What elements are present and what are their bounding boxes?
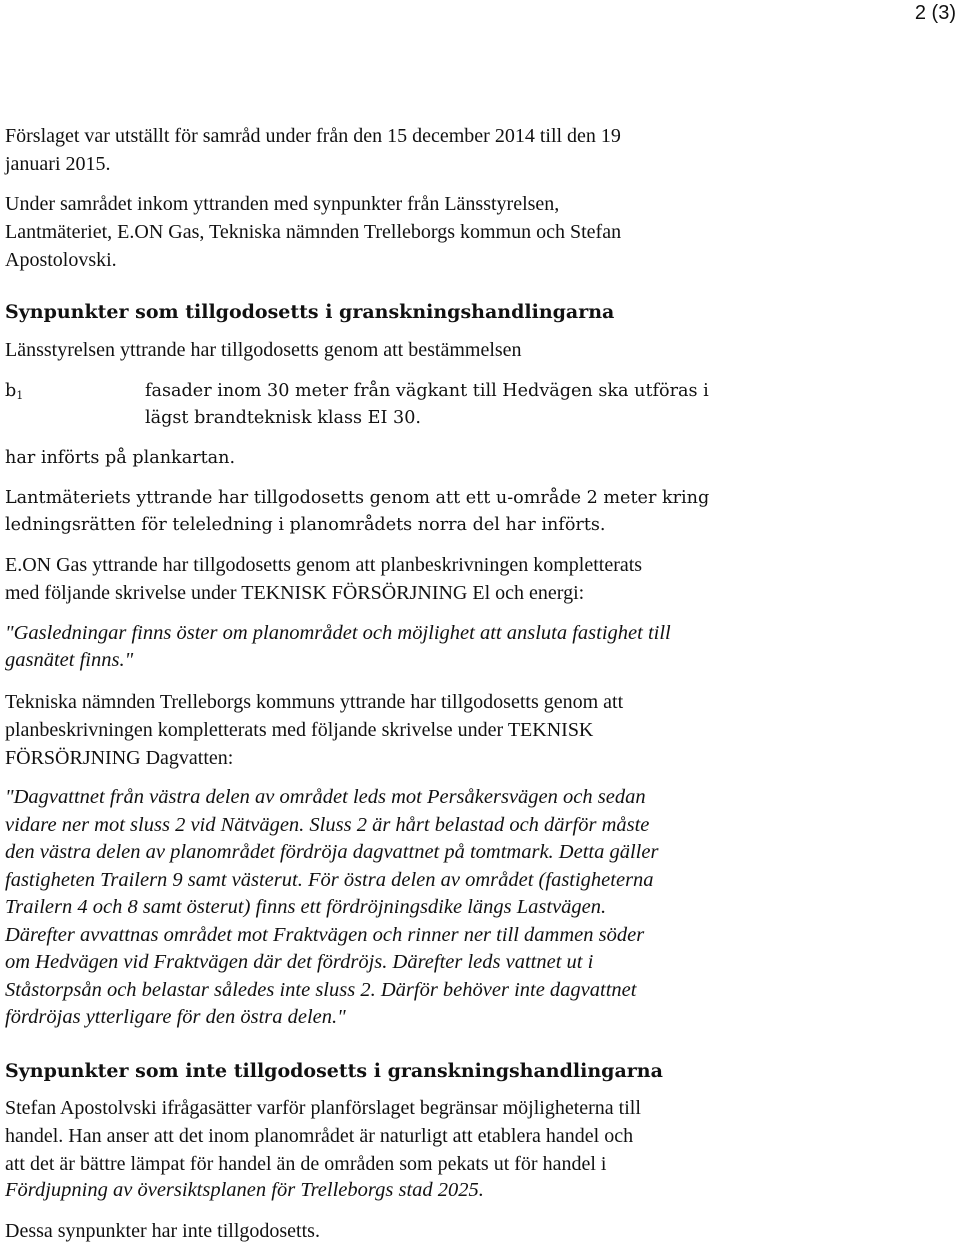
section-heading-inte-tillgodosetts: Synpunkter som inte tillgodosetts i granskningshandlingarna bbox=[5, 1060, 663, 1082]
apostolvski-line-3: att det är bättre lämpat för handel än de områden som pekats ut för handel i bbox=[5, 1153, 607, 1175]
dagvatten-quote-line: Därefter avvattnas området mot Fraktvägen och rinner ner till dammen söder bbox=[5, 923, 645, 946]
provision-text-line-1: fasader inom 30 meter från vägkant till Hedvägen ska utföras i bbox=[145, 381, 709, 401]
eon-line-1: E.ON Gas yttrande har tillgodosetts genom att planbeskrivningen kompletterats bbox=[5, 554, 643, 576]
conclusion-line: Dessa synpunkter har inte tillgodosetts. bbox=[5, 1220, 320, 1242]
section-heading-tillgodosetts: Synpunkter som tillgodosetts i granskningshandlingarna bbox=[5, 301, 615, 323]
intro-line-5: Apostolovski. bbox=[5, 249, 117, 271]
provision-code-letter: b bbox=[5, 381, 17, 401]
dagvatten-quote-line: "Dagvattnet från västra delen av området leds mot Persåkersvägen och sedan bbox=[5, 786, 646, 808]
page-number: 2 (3) bbox=[914, 2, 956, 24]
intro-line-3: Under samrådet inkom yttranden med synpunkter från Länsstyrelsen, bbox=[5, 193, 560, 215]
dagvatten-quote-line: fastigheten Trailern 9 samt västerut. För östra delen av området (fastigheterna bbox=[5, 868, 654, 891]
provision-text-line-2: lägst brandteknisk klass EI 30. bbox=[145, 408, 422, 428]
dagvatten-quote bbox=[5, 784, 658, 1032]
plankartan-line: har införts på plankartan. bbox=[5, 448, 236, 468]
tekniska-line-1: Tekniska nämnden Trelleborgs kommuns yttrande har tillgodosetts genom att bbox=[5, 691, 624, 713]
dagvatten-quote-line: den västra delen av planområdet fördröja dagvattnet på tomtmark. Detta gäller bbox=[5, 841, 659, 863]
dagvatten-quote-line: om Hedvägen vid Fraktvägen där det fördröjs. Därefter leds vattnet ut i bbox=[5, 951, 594, 973]
intro-line-4: Lantmäteriet, E.ON Gas, Tekniska nämnden Trelleborgs kommun och Stefan bbox=[5, 221, 622, 243]
dagvatten-quote-line: Ståstorpsån och belastar således inte sluss 2. Därför behöver inte dagvattnet bbox=[5, 978, 637, 1001]
dagvatten-quote-line: vidare ner mot sluss 2 vid Nätvägen. Sluss 2 är hårt belastad och därför måste bbox=[5, 813, 650, 836]
eon-line-2: med följande skrivelse under TEKNISK FÖRSÖRJNING El och energi: bbox=[5, 582, 585, 604]
apostolvski-line-1: Stefan Apostolvski ifrågasätter varför planförslaget begränsar möjligheterna till bbox=[5, 1097, 641, 1119]
tekniska-line-3: FÖRSÖRJNING Dagvatten: bbox=[5, 747, 234, 769]
apostolvski-line-4-italic: Fördjupning av översiktsplanen för Trelleborgs stad 2025. bbox=[5, 1179, 484, 1201]
lantmateriet-line-1: Lantmäteriets yttrande har tillgodosetts genom att ett u-område 2 meter kring bbox=[5, 488, 710, 508]
eon-quote-line-2: gasnätet finns." bbox=[5, 649, 134, 671]
dagvatten-quote-line: fördröjas ytterligare för den östra delen." bbox=[5, 1006, 346, 1028]
tekniska-line-2: planbeskrivningen kompletterats med följande skrivelse under TEKNISK bbox=[5, 719, 594, 741]
provision-code-subscript: 1 bbox=[16, 389, 24, 402]
provision-code bbox=[5, 378, 23, 409]
dagvatten-quote-line: Trailern 4 och 8 samt österut) finns ett fördröjningsdike längs Lastvägen. bbox=[5, 896, 607, 918]
lantmateriet-line-2: ledningsrätten för teleledning i planområdets norra del har införts. bbox=[5, 515, 606, 535]
intro-line-1: Förslaget var utställt för samråd under från den 15 december 2014 till den 19 bbox=[5, 125, 621, 147]
apostolvski-line-2: handel. Han anser att det inom planområdet är naturligt att etablera handel och bbox=[5, 1125, 634, 1147]
eon-quote-line-1: "Gasledningar finns öster om planområdet och möjlighet att ansluta fastighet till bbox=[5, 622, 671, 644]
intro-line-2: januari 2015. bbox=[5, 153, 111, 175]
lansstyrelsen-paragraph: Länsstyrelsen yttrande har tillgodosetts genom att bestämmelsen bbox=[5, 339, 522, 361]
